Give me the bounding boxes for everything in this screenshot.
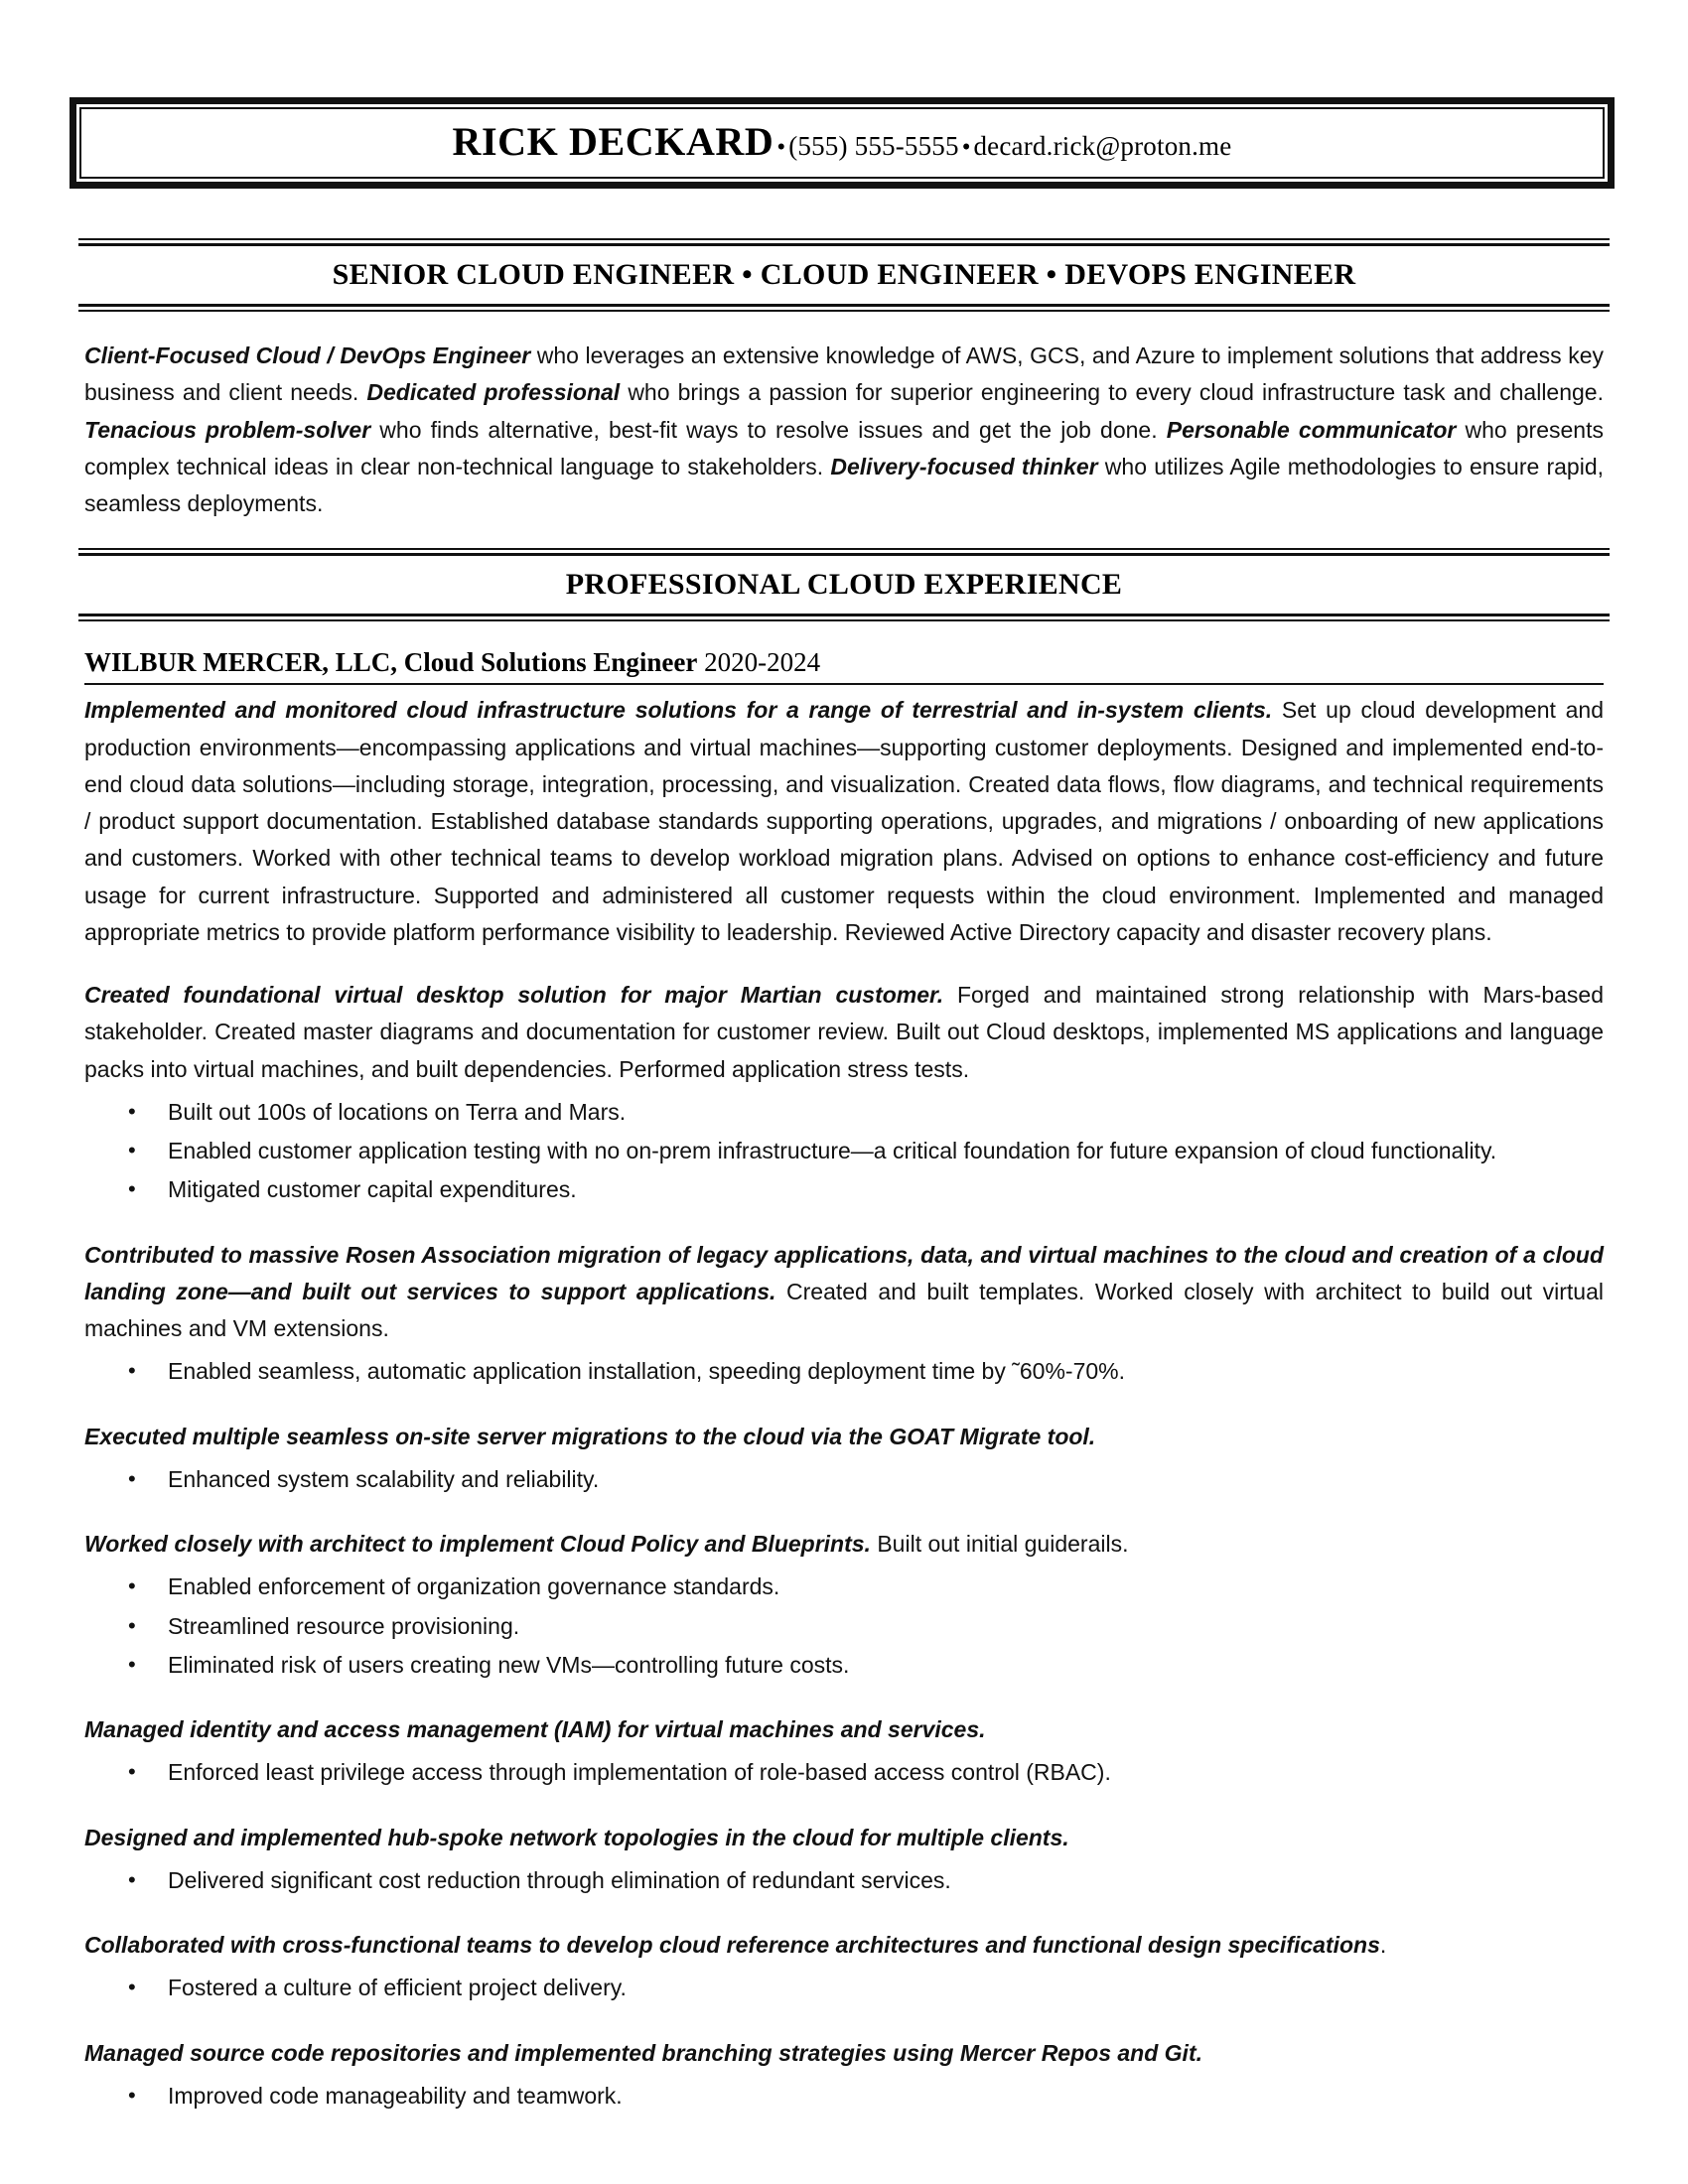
summary-lead-3: Tenacious problem-solver bbox=[84, 416, 371, 443]
list-item bbox=[84, 1754, 1604, 1791]
list-item bbox=[84, 1970, 1604, 2006]
achievement-lead: Designed and implemented hub-spoke network topologies in the cloud for multiple clients. bbox=[84, 1824, 1069, 1850]
block-spacer bbox=[84, 1686, 1604, 1711]
achievement-lead: Managed identity and access management (IAM) for virtual machines and services. bbox=[84, 1716, 986, 1742]
achievement-paragraph bbox=[84, 1927, 1604, 1964]
block-spacer bbox=[84, 1393, 1604, 1419]
list-item bbox=[84, 1133, 1604, 1169]
rule-below-experience-banner bbox=[78, 614, 1610, 621]
achievement-bullet-list bbox=[84, 1094, 1604, 1209]
name-contact-line bbox=[91, 121, 1593, 163]
achievement-bullet-list bbox=[84, 1754, 1604, 1791]
summary-text-2: who brings a passion for superior engineering to every cloud infrastructure task and challenge. bbox=[620, 379, 1604, 406]
resume-content bbox=[0, 238, 1688, 2116]
header-separator-1: • bbox=[776, 134, 786, 161]
achievement-text: Forged and maintained strong relationship with Mars-based stakeholder. Created master diagrams and documentation for customer review. Built out Cloud desktops, implemented MS applications and language packs into virtual machines, and built dependencies. Performed application stress tests. bbox=[84, 982, 1604, 1082]
block-spacer bbox=[84, 1794, 1604, 1820]
achievement-lead: Executed multiple seamless on-site server migrations to the cloud via the GOAT Migrate tool. bbox=[84, 1423, 1096, 1449]
achievement-bullet-list bbox=[84, 1353, 1604, 1390]
achievement-paragraph bbox=[84, 1419, 1604, 1455]
achievement-block bbox=[84, 2035, 1604, 2116]
summary-lead-2: Dedicated professional bbox=[366, 379, 621, 406]
candidate-name: RICK DECKARD bbox=[452, 119, 774, 164]
achievement-block bbox=[84, 1419, 1604, 1499]
bullet-dot-icon: • bbox=[128, 2082, 136, 2108]
achievement-block bbox=[84, 1927, 1604, 2007]
bullet-dot-icon: • bbox=[128, 1759, 136, 1785]
list-item-label: Streamlined resource provisioning. bbox=[168, 1612, 520, 1639]
list-item-label: Delivered significant cost reduction through elimination of redundant services. bbox=[168, 1866, 951, 1893]
summary-text-4: who presents complex technical ideas in clear non-technical language to stakeholders. bbox=[84, 416, 1604, 479]
rule-below-title-banner bbox=[78, 304, 1610, 312]
header-separator-2: • bbox=[961, 134, 971, 161]
achievement-bullet-list bbox=[84, 1461, 1604, 1498]
block-spacer bbox=[84, 1500, 1604, 1526]
bullet-dot-icon: • bbox=[128, 1358, 136, 1384]
achievement-block bbox=[84, 1526, 1604, 1684]
achievement-paragraph bbox=[84, 692, 1604, 951]
list-item-label: Fostered a culture of efficient project delivery. bbox=[168, 1975, 627, 2001]
list-item bbox=[84, 1569, 1604, 1605]
list-item bbox=[84, 1647, 1604, 1684]
achievement-lead: Collaborated with cross-functional teams to develop cloud reference architectures and functional design specifications bbox=[84, 1932, 1380, 1958]
achievement-bullet-list bbox=[84, 2078, 1604, 2115]
block-spacer bbox=[84, 2009, 1604, 2035]
achievement-bullet-list bbox=[84, 1970, 1604, 2006]
summary-text-5: who utilizes Agile methodologies to ensure rapid, seamless deployments. bbox=[84, 453, 1605, 516]
list-item-label: Eliminated risk of users creating new VMs—controlling future costs. bbox=[168, 1651, 850, 1678]
bullet-dot-icon: • bbox=[128, 1176, 136, 1202]
experience-section-banner: PROFESSIONAL CLOUD EXPERIENCE bbox=[565, 568, 1123, 602]
achievement-lead: Managed source code repositories and implemented branching strategies using Mercer Repos and Git. bbox=[84, 2039, 1202, 2066]
list-item-label: Enabled seamless, automatic application installation, speeding deployment time by ˜60%-70%. bbox=[168, 1358, 1125, 1385]
achievement-blocks bbox=[84, 692, 1604, 2115]
bullet-dot-icon: • bbox=[128, 1098, 136, 1124]
email-address: decard.rick@proton.me bbox=[973, 131, 1232, 161]
list-item bbox=[84, 1608, 1604, 1645]
block-spacer bbox=[84, 1901, 1604, 1927]
rule-above-experience-banner bbox=[78, 548, 1610, 556]
summary-lead-1: Client-Focused Cloud / DevOps Engineer bbox=[84, 342, 531, 368]
achievement-block bbox=[84, 1237, 1604, 1391]
achievement-paragraph bbox=[84, 1237, 1604, 1348]
achievement-paragraph bbox=[84, 1526, 1604, 1563]
job-dates bbox=[697, 647, 820, 677]
bullet-dot-icon: • bbox=[128, 1138, 136, 1162]
achievement-lead: Worked closely with architect to implement Cloud Policy and Blueprints. bbox=[84, 1531, 871, 1557]
achievement-block bbox=[84, 1711, 1604, 1792]
job-company-role: WILBUR MERCER, LLC, Cloud Solutions Engineer bbox=[84, 647, 698, 678]
bullet-dot-icon: • bbox=[128, 1573, 136, 1599]
job-entry bbox=[84, 647, 1604, 2115]
bullet-dot-icon: • bbox=[128, 1612, 136, 1638]
list-item-label: Mitigated customer capital expenditures. bbox=[168, 1176, 577, 1203]
block-spacer bbox=[84, 1211, 1604, 1237]
target-title-banner: SENIOR CLOUD ENGINEER • CLOUD ENGINEER • DEVOPS ENGINEER bbox=[332, 258, 1356, 291]
job-dates-value: 2020-2024 bbox=[704, 647, 821, 678]
achievement-block bbox=[84, 977, 1604, 1209]
achievement-lead: Created foundational virtual desktop solution for major Martian customer. bbox=[84, 982, 944, 1008]
rule-above-title-banner bbox=[78, 238, 1610, 246]
summary-lead-4: Personable communicator bbox=[1166, 416, 1457, 443]
summary-paragraph bbox=[84, 338, 1604, 522]
achievement-paragraph bbox=[84, 2035, 1604, 2072]
list-item bbox=[84, 1171, 1604, 1208]
achievement-text: Set up cloud development and production environments—encompassing applications and virtual machines—supporting customer deployments. Designed and implemented end-to-end cloud data solutions—including storage, integration, processing, and visualization. Created data flows, flow diagrams, and technical requirements / product support documentation. Established database standards supporting operations, upgrades, and migrations / onboarding of new applications and customers. Worked with other technical teams to develop workload migration plans. Advised on options to enhance cost-efficiency and future usage for current infrastructure. Supported and administered all customer requests within the cloud environment. Implemented and managed appropriate metrics to provide platform performance visibility to leadership. Reviewed Active Directory capacity and disaster recovery plans. bbox=[84, 697, 1604, 945]
block-spacer bbox=[84, 951, 1604, 977]
list-item bbox=[84, 2078, 1604, 2115]
bullet-dot-icon: • bbox=[128, 1975, 136, 2000]
achievement-block bbox=[84, 692, 1604, 951]
summary-lead-5: Delivery-focused thinker bbox=[830, 453, 1098, 479]
list-item bbox=[84, 1862, 1604, 1899]
achievement-text: Created and built templates. Worked closely with architect to build out virtual machines and VM extensions. bbox=[84, 1278, 1604, 1341]
phone-number: (555) 555-5555 bbox=[788, 131, 959, 161]
achievement-text: . bbox=[1379, 1932, 1387, 1958]
achievement-block bbox=[84, 1820, 1604, 1900]
achievement-lead: Contributed to massive Rosen Association migration of legacy applications, data, and virtual machines to the cloud and creation of a cloud landing zone—and built out services to support applications. bbox=[84, 1241, 1604, 1304]
achievement-paragraph bbox=[84, 977, 1604, 1088]
achievement-text: Built out initial guiderails. bbox=[870, 1531, 1129, 1557]
list-item-label: Enabled customer application testing with no on-prem infrastructure—a critical foundation for future expansion of cloud functionality. bbox=[168, 1138, 1497, 1163]
summary-text-1: who leverages an extensive knowledge of AWS, GCS, and Azure to implement solutions that address key business and client needs. bbox=[84, 342, 1605, 406]
summary-block bbox=[84, 338, 1604, 522]
header-name-box bbox=[70, 97, 1615, 189]
list-item-label: Enforced least privilege access through implementation of role-based access control (RBAC). bbox=[168, 1759, 1111, 1786]
bullet-dot-icon: • bbox=[128, 1866, 136, 1892]
bullet-dot-icon: • bbox=[128, 1465, 136, 1491]
header-name-box-inner bbox=[79, 107, 1605, 179]
job-heading bbox=[84, 647, 1604, 685]
list-item-label: Enabled enforcement of organization governance standards. bbox=[168, 1573, 780, 1600]
list-item-label: Enhanced system scalability and reliability. bbox=[168, 1465, 600, 1492]
list-item bbox=[84, 1353, 1604, 1390]
achievement-paragraph bbox=[84, 1820, 1604, 1856]
list-item-label: Built out 100s of locations on Terra and Mars. bbox=[168, 1098, 627, 1125]
list-item bbox=[84, 1461, 1604, 1498]
achievement-paragraph bbox=[84, 1711, 1604, 1748]
achievement-bullet-list bbox=[84, 1862, 1604, 1899]
achievement-bullet-list bbox=[84, 1569, 1604, 1684]
list-item-label: Improved code manageability and teamwork. bbox=[168, 2082, 623, 2109]
bullet-dot-icon: • bbox=[128, 1651, 136, 1677]
summary-text-3: who finds alternative, best-fit ways to resolve issues and get the job done. bbox=[370, 416, 1167, 443]
list-item bbox=[84, 1094, 1604, 1131]
achievement-lead: Implemented and monitored cloud infrastructure solutions for a range of terrestrial and in-system clients. bbox=[84, 697, 1273, 724]
